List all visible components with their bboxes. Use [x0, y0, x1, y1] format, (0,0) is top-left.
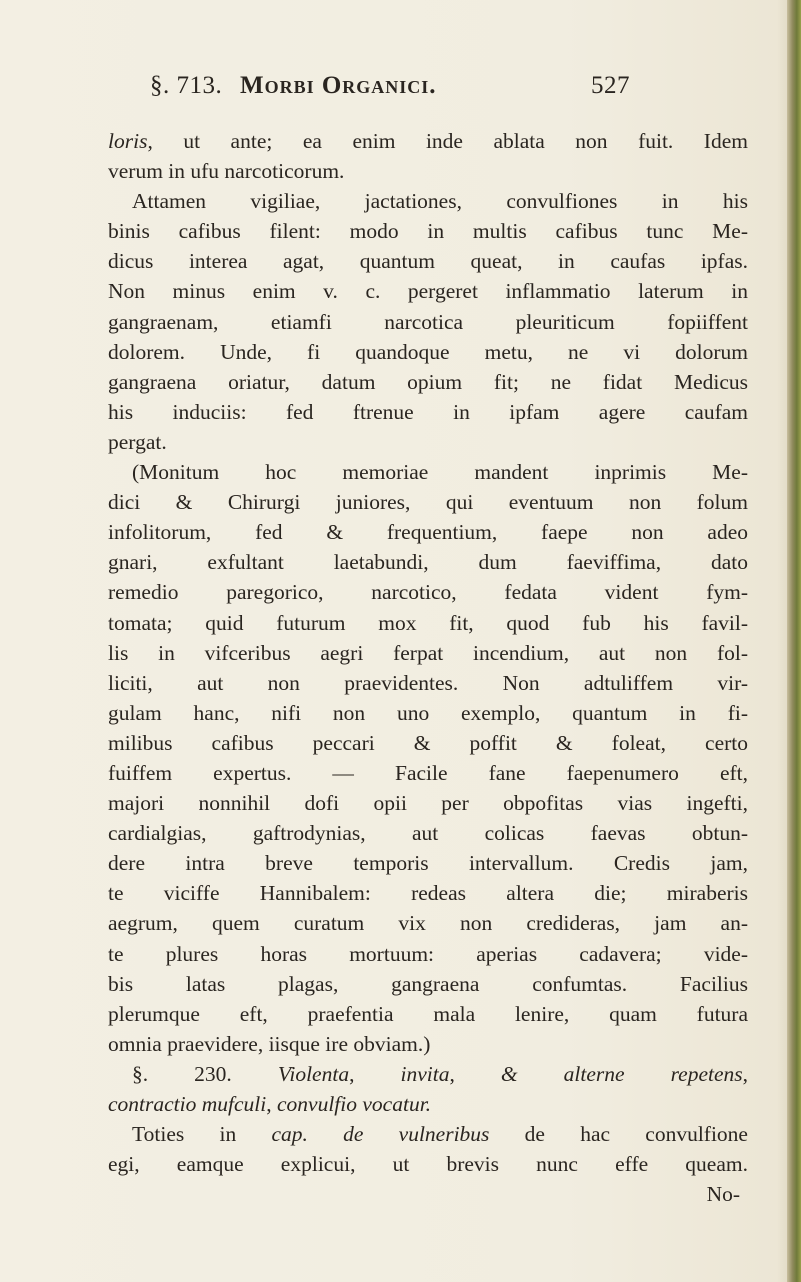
running-head: Morbi Organici.: [240, 72, 437, 99]
text-segment: ,: [742, 1061, 748, 1086]
text-line: [108, 608, 748, 638]
italic-text: convulfio vocatur.: [277, 1092, 432, 1116]
text-segment: dere intra breve temporis intervallum. Credis jam,: [108, 851, 748, 876]
text-line: [108, 728, 748, 758]
italic-text: cap. de vulneribus: [271, 1122, 490, 1147]
text-line: [108, 1059, 748, 1089]
text-line: [108, 577, 748, 607]
text-segment: gangraena oriatur, datum opium fit; ne fidat Medicus: [108, 369, 748, 394]
text-segment: pergat.: [108, 429, 167, 454]
text-segment: fuiffem expertus. — Facile fane faepenumero eft,: [108, 760, 748, 785]
text-line: [108, 638, 748, 668]
text-segment: dici & Chirurgi juniores, qui eventuum non folum: [108, 490, 748, 515]
text-line: [108, 246, 748, 276]
text-segment: , ut ante; ea enim inde ablata non fuit. Idem: [147, 129, 748, 153]
text-line: [108, 126, 748, 156]
text-segment: plerumque eft, praefentia mala lenire, quam futura: [108, 1001, 748, 1026]
text-line: [108, 848, 748, 878]
text-segment: No-: [706, 1182, 740, 1207]
text-line: [108, 517, 748, 547]
body-text: [108, 126, 748, 1209]
catchword: [108, 1179, 748, 1209]
italic-text: invita: [400, 1061, 450, 1086]
text-line: [108, 698, 748, 728]
text-segment: (Monitum hoc memoriae mandent inprimis Me-: [132, 460, 748, 485]
italic-text: & alterne repetens: [500, 1061, 743, 1086]
text-segment: cardialgias, gaftrodynias, aut colicas faevas obtun-: [108, 821, 748, 846]
text-segment: dicus interea agat, quantum queat, in caufas ipfas.: [108, 249, 748, 274]
text-segment: infolitorum, fed & frequentium, faepe non adeo: [108, 520, 748, 545]
text-segment: ,: [449, 1061, 501, 1086]
text-line: [108, 156, 748, 186]
text-line: [108, 367, 748, 397]
text-segment: Attamen vigiliae, jactationes, convulfiones in his: [132, 189, 748, 214]
text-segment: lis in vifceribus aegri ferpat incendium, aut non fol-: [108, 640, 748, 665]
text-line: [108, 276, 748, 306]
section-number: §. 713.: [150, 72, 223, 99]
text-segment: de hac convulfione: [489, 1122, 748, 1147]
text-segment: bis latas plagas, gangraena confumtas. Facilius: [108, 971, 748, 996]
text-line: [108, 337, 748, 367]
text-line: [108, 1029, 748, 1059]
text-line: [108, 487, 748, 517]
text-segment: omnia praevidere, iisque ire obviam.): [108, 1031, 431, 1056]
text-line: [108, 457, 748, 487]
text-line: [108, 1089, 748, 1119]
text-segment: ,: [349, 1061, 401, 1086]
text-line: [108, 307, 748, 337]
italic-text: loris: [108, 129, 148, 153]
text-segment: te viciffe Hannibalem: redeas altera die; miraberis: [108, 881, 748, 906]
text-segment: gnari, exfultant laetabundi, dum faeviffima, dato: [108, 550, 748, 575]
text-line: [108, 186, 748, 216]
italic-text: Violenta: [277, 1061, 350, 1086]
page-number: 527: [591, 72, 630, 99]
text-segment: Non minus enim v. c. pergeret inflammatio laterum in: [108, 279, 748, 304]
text-segment: remedio paregorico, narcotico, fedata vident fym-: [108, 580, 748, 605]
text-line: [108, 969, 748, 999]
text-segment: dolorem. Unde, fi quandoque metu, ne vi dolorum: [108, 339, 748, 364]
text-line: [108, 758, 748, 788]
page-header: [150, 68, 630, 104]
text-segment: his induciis: fed ftrenue in ipfam agere caufam: [108, 399, 748, 424]
text-line: [108, 818, 748, 848]
text-line: [108, 668, 748, 698]
text-segment: verum in ufu narcoticorum.: [108, 159, 345, 184]
text-segment: tomata; quid futurum mox fit, quod fub his favil-: [108, 610, 748, 635]
text-segment: aegrum, quem curatum vix non credideras, jam an-: [108, 911, 748, 936]
text-segment: §. 230.: [132, 1061, 278, 1086]
text-line: [108, 547, 748, 577]
text-segment: milibus cafibus peccari & poffit & foleat, certo: [108, 730, 748, 755]
text-segment: gangraenam, etiamfi narcotica pleuriticum fopiiffent: [108, 309, 748, 334]
text-segment: egi, eamque explicui, ut brevis nunc effe queam.: [108, 1152, 748, 1177]
text-line: [108, 427, 748, 457]
text-line: [108, 788, 748, 818]
text-line: [108, 939, 748, 969]
text-segment: majori nonnihil dofi opii per obpofitas vias ingefti,: [108, 791, 748, 816]
text-segment: Toties in: [132, 1122, 272, 1147]
page-edge: [787, 0, 801, 1282]
text-line: [108, 397, 748, 427]
text-line: [108, 878, 748, 908]
italic-text: contractio mufculi: [108, 1092, 267, 1116]
text-line: [108, 1119, 748, 1149]
text-segment: binis cafibus filent: modo in multis cafibus tunc Me-: [108, 219, 748, 244]
text-segment: te plures horas mortuum: aperias cadavera; vide-: [108, 941, 748, 966]
text-line: [108, 908, 748, 938]
text-line: [108, 216, 748, 246]
text-line: [108, 1149, 748, 1179]
text-segment: ,: [266, 1092, 277, 1116]
text-segment: gulam hanc, nifi non uno exemplo, quantum in fi-: [108, 700, 748, 725]
text-segment: liciti, aut non praevidentes. Non adtuliffem vir-: [108, 670, 748, 695]
text-line: [108, 999, 748, 1029]
